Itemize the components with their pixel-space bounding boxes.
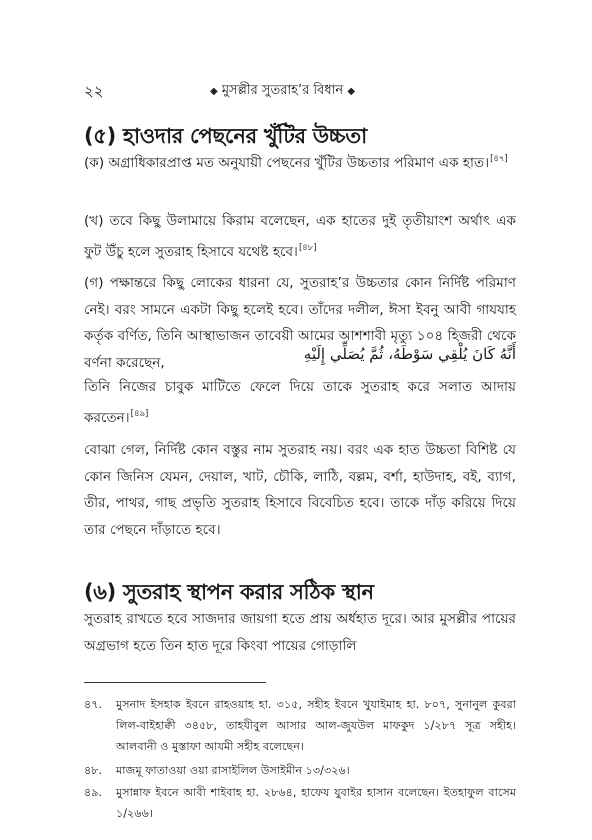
section-6-paragraph: সুতরাহ রাখতে হবে সাজদার জায়গা হতে প্রায় অর্ধহাত দূরে। আর মুসল্লীর পায়ের অগ্রভাগ হতে তিন হাত দূরে কিংবা পায়ের গোড়ালি [84, 611, 516, 654]
paragraph-kha [84, 208, 516, 265]
footnote-number: ৪৭. [84, 698, 103, 711]
summary-paragraph: বোঝা গেল, নির্দিষ্ট কোন বস্তুর নাম সুতরাহ নয়। বরং এক হাত উচ্চতা বিশিষ্ট যে কোন জিনিস যেমন, দেয়াল, খাট, চৌকি, লাঠি, বল্লম, বর্শা, হাউদাহ, বই, ব্যাগ, তীর, পাথর, গাছ প্রভৃতি সুতরাহ হিসাবে বিবেচিত হবে। তাকে দাঁড় করিয়ে দিয়ে তার পেছনে দাঁড়াতে হবে। [84, 442, 516, 538]
footnote-text: মুসান্নাফ ইবনে আবী শাইবাহ হা. ২৮৬৪, হাফেয যুবাইর হাসান বলেছেন। ইতহাফুল বাসেম ১/২৬৬। [116, 786, 516, 820]
running-header-title: মুসল্লীর সুতরাহ’র বিধান [221, 83, 344, 98]
footnote-text: মুসনাদ ইসহাক ইবনে রাহওয়াহ হা. ৩১৫, সহীহ ইবনে খুযাইমাহ হা. ৮০৭, সুনানুল কুবরা লিল-বাইহাক্বী ৩৪৫৮, তাহযীবুল আসার আল-জুযউল মাফকুদ ১/২৮৭ সূত্র সহীহ। আলবানী ও মুস্তাফা আযমী সহীহ বলেছেন। [116, 698, 516, 753]
section-6-heading: (৬) সুতরাহ স্থাপন করার সঠিক স্থান [84, 580, 374, 604]
arabic-quote: أَنَّهُ كَانَ يُلْقِي سَوْطَهُ، ثُمَّ يُصَلِّي إِلَيْهِ [303, 345, 516, 363]
paragraph-kha-text: (খ) তবে কিছু উলামায়ে কিরাম বলেছেন, এক হাতের দুই তৃতীয়াংশ অর্থাৎ এক ফুট উঁচু হলে সুতরাহ হিসাবে যথেষ্ট হবে। [84, 213, 516, 260]
paragraph-ka [84, 146, 516, 177]
footnote-text: মাজমূ ফাতাওয়া ওয়া রাসাইলিল উসাইমীন ১৩/৩২৬। [116, 764, 350, 777]
footnote-divider [84, 682, 266, 683]
footnote-ref-47[interactable]: [৪৭] [490, 154, 508, 164]
footnote-number: ৪৮. [84, 764, 103, 777]
footnote-49 [84, 782, 516, 824]
footnote-47 [84, 694, 516, 758]
paragraph-ga: (গ) পক্ষান্তরে কিছু লোকের ধারনা যে, সুতরাহ’র উচ্চতার কোন নির্দিষ্ট পরিমাণ নেই। বরং সামনে একটা কিছু হলেই হবে। তাঁদের দলীল, ঈসা ইবনু আবী গাযযাহ কর্তৃক বর্ণিত, তিনি আস্থাভাজন তাবেয়ী আমের আশশাবী মৃত্যু ১০৪ হিজরী থেকে বর্ণনা করেছেন, [84, 275, 516, 371]
translation-text: তিনি নিজের চাবুক মাটিতে ফেলে দিয়ে তাকে সুতরাহ করে সলাত আদায় করতেন। [84, 379, 516, 426]
footnote-ref-49[interactable]: [৪৯] [130, 408, 149, 419]
footnote-48 [84, 760, 516, 781]
running-header [210, 81, 355, 102]
footnote-ref-48[interactable]: [৪৮] [298, 242, 317, 253]
paragraph-ka-text: (ক) অগ্রাধিকারপ্রাপ্ত মত অনুযায়ী পেছনের খুঁটির উচ্চতার পরিমাণ এক হাত। [84, 155, 490, 171]
ornament-left-icon: ◆ [210, 86, 218, 97]
translation-paragraph [84, 374, 516, 431]
footnote-number: ৪৯. [84, 786, 103, 799]
page-number: ২২ [84, 82, 104, 100]
section-5-heading: (৫) হাওদার পেছনের খুঁটির উচ্চতা [84, 124, 367, 148]
ornament-right-icon: ◆ [347, 86, 356, 97]
